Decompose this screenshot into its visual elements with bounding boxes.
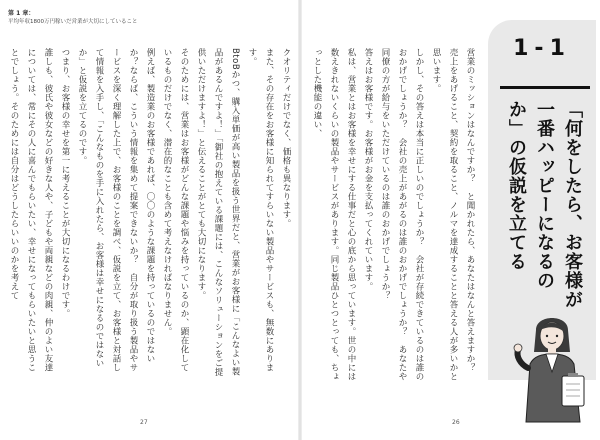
chapter-header <box>8 10 138 26</box>
section-title: 「何をしたら、お客様が一番ハッピーになるのか」の仮説を立てる <box>506 100 583 309</box>
left-page-body: クオリティだけでなく、価格も異なります。 また、その存在をお客様に知られてすらいない製品やサービスも、無数にあります。 BtoBかつ、購入単価が高い製品を扱う世界だと、営業がお客様に「こんなよい製品があるんですよ！」「御社の抱えている課題には、こんなソリューションをご提供いただけますよ！」と伝えることがとても大切になります。 そのためには、営業はお客様がどんな課題や悩みを持っているのか、顕在化しているものだけでなく、潜在的なことも含めて考えなければなりません。 例えば、製造業のお客様であれば、〇〇のような課題を持っているのではないか？ならば、こういう情報を集めて提案できないか？ 自分が取り扱う製品やサービスを深く理解した上で、お客様のことを調べ、仮説を立て、お客様と対話して情報を入手し、「こんなものを手に入れたら、お客様は幸せになるのではないか」と仮説を立てるのです。 つまり、お客様の幸せを第一に考えることが大切になるわけです。 誰しも、彼氏や彼女などの好きな人や、子どもや両親などの肉親、仲のよい友達については、常にその人に喜んでもらいたい、幸せになってもらいたいと思うことでしょう。そのためには自分はどうしたらいいのかを考えて <box>9 48 291 377</box>
businesswoman-illustration-icon <box>506 312 600 422</box>
right-page-number: 26 <box>452 419 460 426</box>
right-page-body: 営業のミッションはなんですか？ と聞かれたら、あなたはなんと答えますか？ 売上をあげること、契約を取ること、ノルマを達成することと答える人が多いかと思います。 しかし、その答えは本当に正しいのでしょうか？ 会社が存続できているのは誰のおかげでしょうか？ 会社の売上があがるのは誰のおかげでしょうか？ あなたや同僚の方が給与をいただけているのは誰のおかげでしょうか？ 答えはお客様です。お客様がお金を支払ってくれています。 私は、営業とはお客様を幸せにする仕事だと心の底から思っています。世の中には数えきれないくらいの製品やサービスがあります。同じ製品ひとつとっても、ちょっとした機能の違い、 <box>312 48 475 381</box>
title-divider <box>500 86 590 89</box>
chapter-label: 第 1 章： <box>8 10 35 17</box>
left-page-number: 27 <box>140 419 148 426</box>
chapter-subtitle: 平均年収1800万円稼いだ営業が大切にしていること <box>8 19 138 25</box>
section-number: 1-1 <box>513 36 571 61</box>
page-gutter <box>298 0 302 440</box>
